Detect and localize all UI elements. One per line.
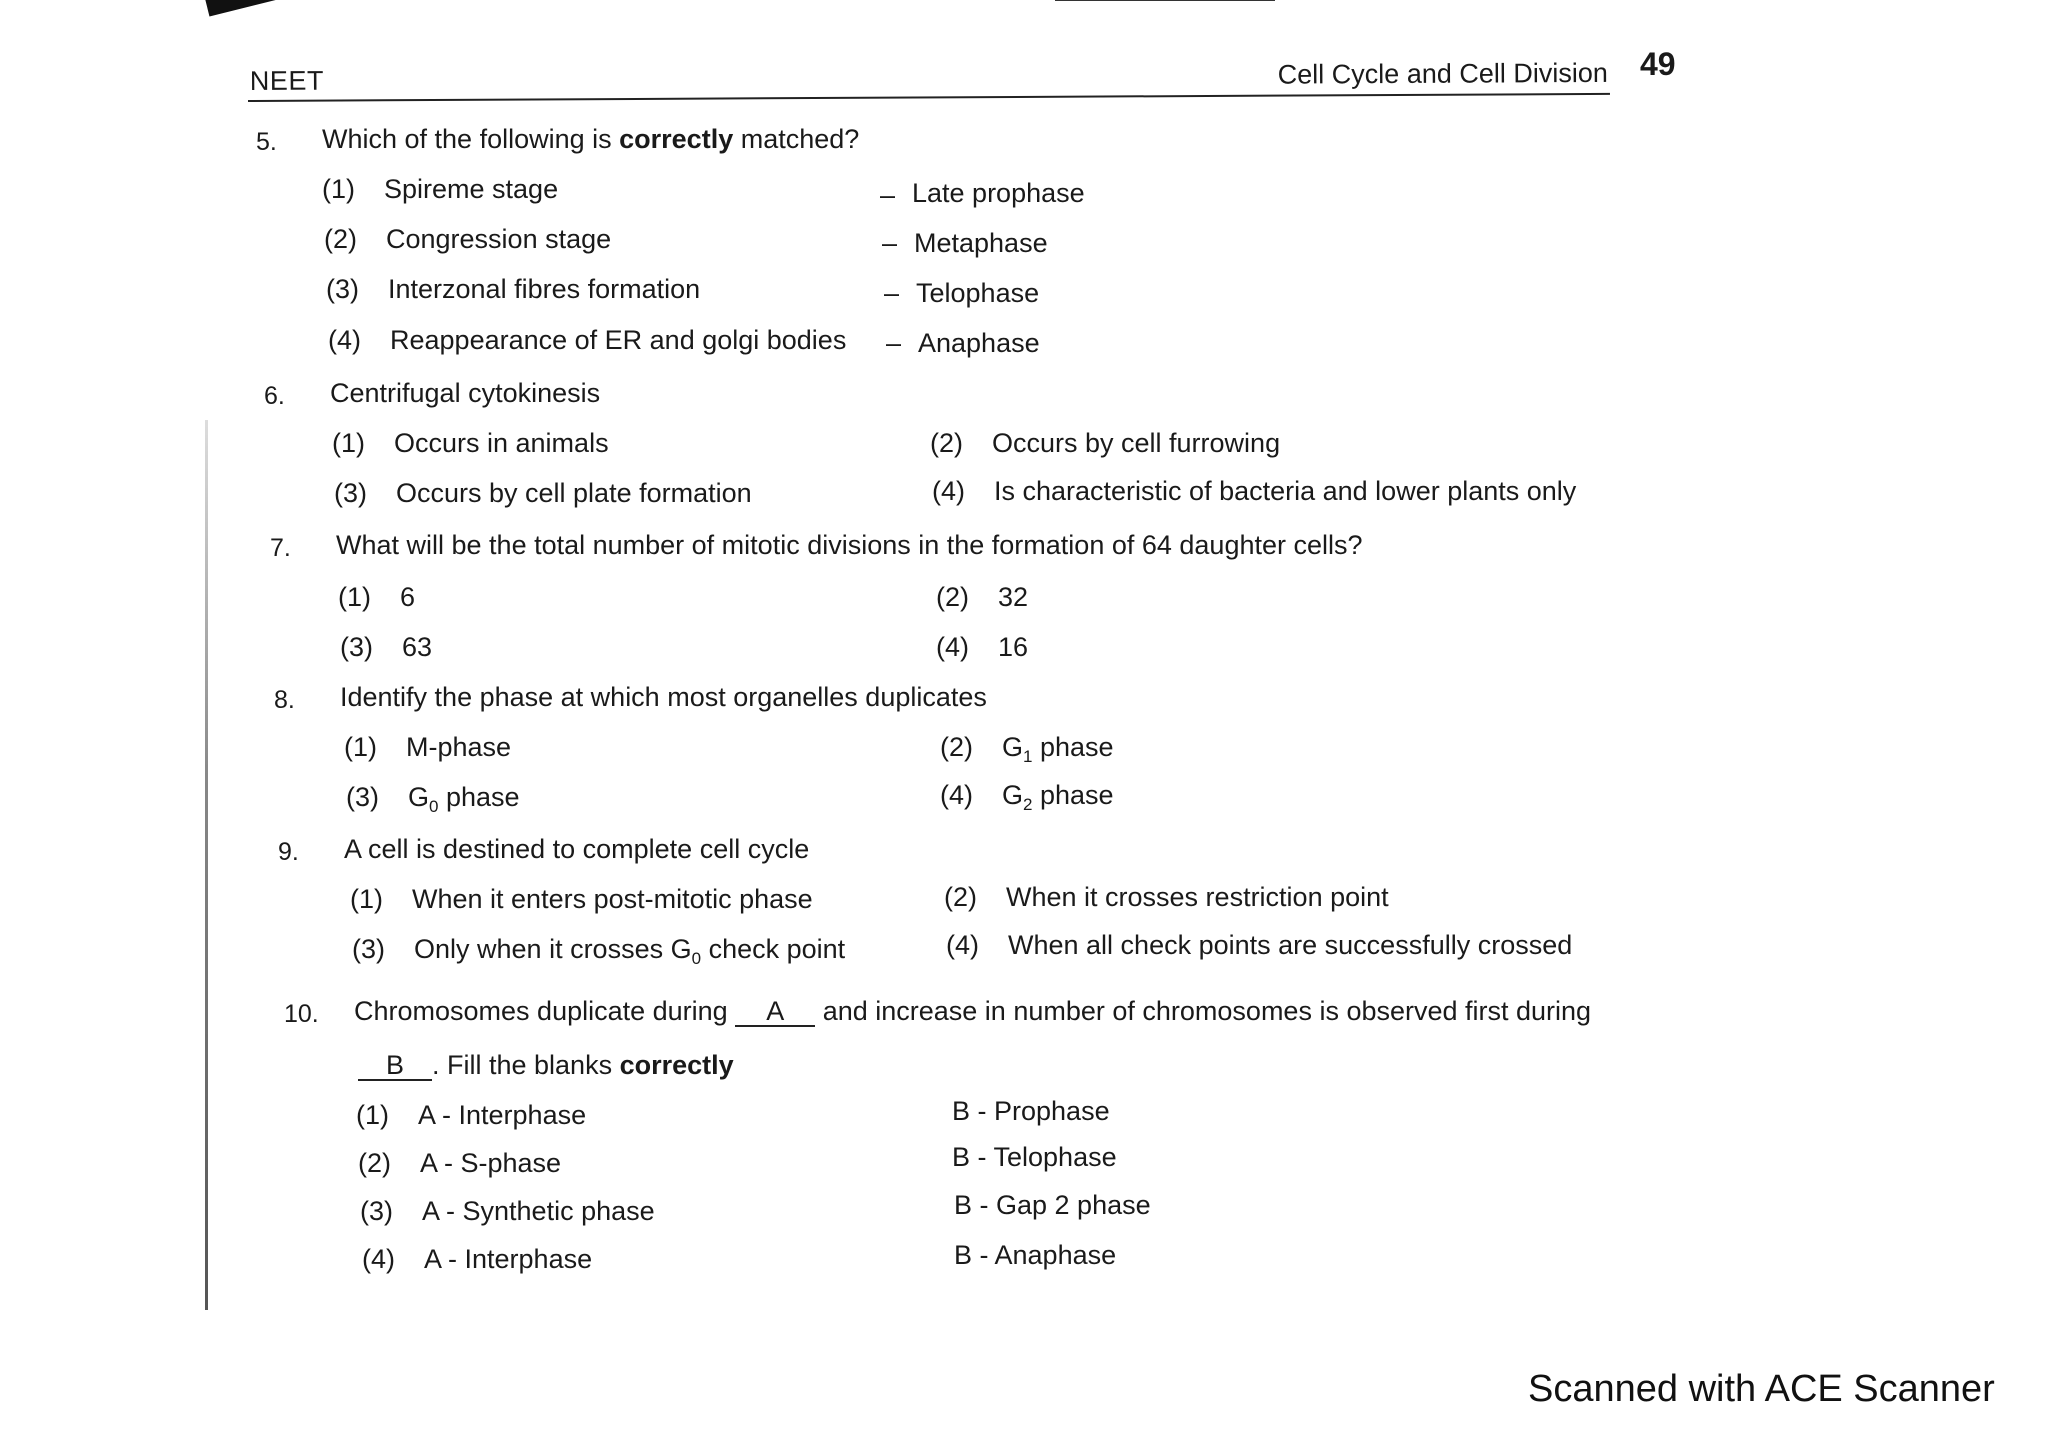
option-10-1: (1) A - Interphase <box>356 1100 587 1130</box>
option-9-2: (2) When it crosses restriction point <box>944 882 1389 912</box>
question-text: Chromosomes duplicate during A and increase in number of chromosomes is observed first during <box>354 996 1592 1026</box>
option-7-3: (3) 63 <box>340 632 433 662</box>
option-8-3: (3) $G_0$ phase <box>346 782 520 816</box>
chapter-title: Cell Cycle and Cell Division <box>1277 57 1608 90</box>
option-6-4: (4) Is characteristic of bacteria and lower plants only <box>932 476 1577 506</box>
option-10-3: (3) A - Synthetic phase <box>360 1196 655 1226</box>
option-10-1-b: B - Prophase <box>952 1096 1110 1126</box>
scanner-watermark: Scanned with ACE Scanner <box>1528 1368 1995 1410</box>
option-8-2: (2) $G_1$ phase <box>940 732 1114 766</box>
blank-b: B <box>358 1051 432 1081</box>
option-5-1: (1) Spireme stage <box>322 174 559 204</box>
question-text: Centrifugal cytokinesis <box>330 378 601 408</box>
exam-name: NEET <box>249 65 324 96</box>
page-number: 49 <box>1640 46 1676 82</box>
option-10-4: (4) A - Interphase <box>362 1244 593 1274</box>
option-7-1: (1) 6 <box>338 582 416 612</box>
match-5-3: Telophase <box>916 278 1040 308</box>
match-5-1: Late prophase <box>912 178 1085 208</box>
option-10-3-b: B - Gap 2 phase <box>954 1190 1151 1220</box>
question-text: What will be the total number of mitotic divisions in the formation of 64 daughter cells? <box>336 530 1363 560</box>
dash: – <box>886 328 902 358</box>
question-number: 7. <box>270 534 291 562</box>
option-5-4: (4) Reappearance of ER and golgi bodies <box>328 325 847 355</box>
option-8-1: (1) M-phase <box>344 732 512 762</box>
question-number: 6. <box>264 382 285 410</box>
scan-top-rule <box>1055 0 1275 1</box>
option-8-4: (4) $G_2$ phase <box>940 780 1114 814</box>
question-number: 8. <box>274 686 295 714</box>
option-6-1: (1) Occurs in animals <box>332 428 609 458</box>
scan-edge-shadow <box>203 0 297 17</box>
option-7-2: (2) 32 <box>936 582 1029 612</box>
question-number: 10. <box>284 1000 319 1028</box>
option-7-4: (4) 16 <box>936 632 1029 662</box>
option-6-3: (3) Occurs by cell plate formation <box>334 478 752 508</box>
option-5-3: (3) Interzonal fibres formation <box>326 274 701 304</box>
question-10-continued: B . Fill the blanks correctly <box>358 1050 734 1081</box>
option-9-4: (4) When all check points are successfully crossed <box>946 930 1573 960</box>
question-number: 9. <box>278 838 299 866</box>
option-10-2-b: B - Telophase <box>952 1142 1117 1172</box>
option-9-3: (3) Only when it crosses $G_0$ check point <box>352 934 846 968</box>
dash: – <box>882 228 898 258</box>
option-6-2: (2) Occurs by cell furrowing <box>930 428 1281 458</box>
option-10-4-b: B - Anaphase <box>954 1240 1117 1270</box>
question-text: A cell is destined to complete cell cycle <box>344 834 810 864</box>
option-5-2: (2) Congression stage <box>324 224 612 254</box>
option-10-2: (2) A - S-phase <box>358 1148 562 1178</box>
binding-margin-line <box>205 420 208 1310</box>
dash: – <box>880 180 896 210</box>
match-5-2: Metaphase <box>914 228 1048 258</box>
match-5-4: Anaphase <box>918 328 1040 358</box>
question-text: Which of the following is correctly matched? <box>322 124 860 154</box>
option-9-1: (1) When it enters post-mitotic phase <box>350 884 813 914</box>
running-header <box>248 51 1610 102</box>
dash: – <box>884 278 900 308</box>
question-text: Identify the phase at which most organelles duplicates <box>340 682 987 712</box>
blank-a: A <box>735 997 815 1027</box>
question-number: 5. <box>256 128 277 156</box>
